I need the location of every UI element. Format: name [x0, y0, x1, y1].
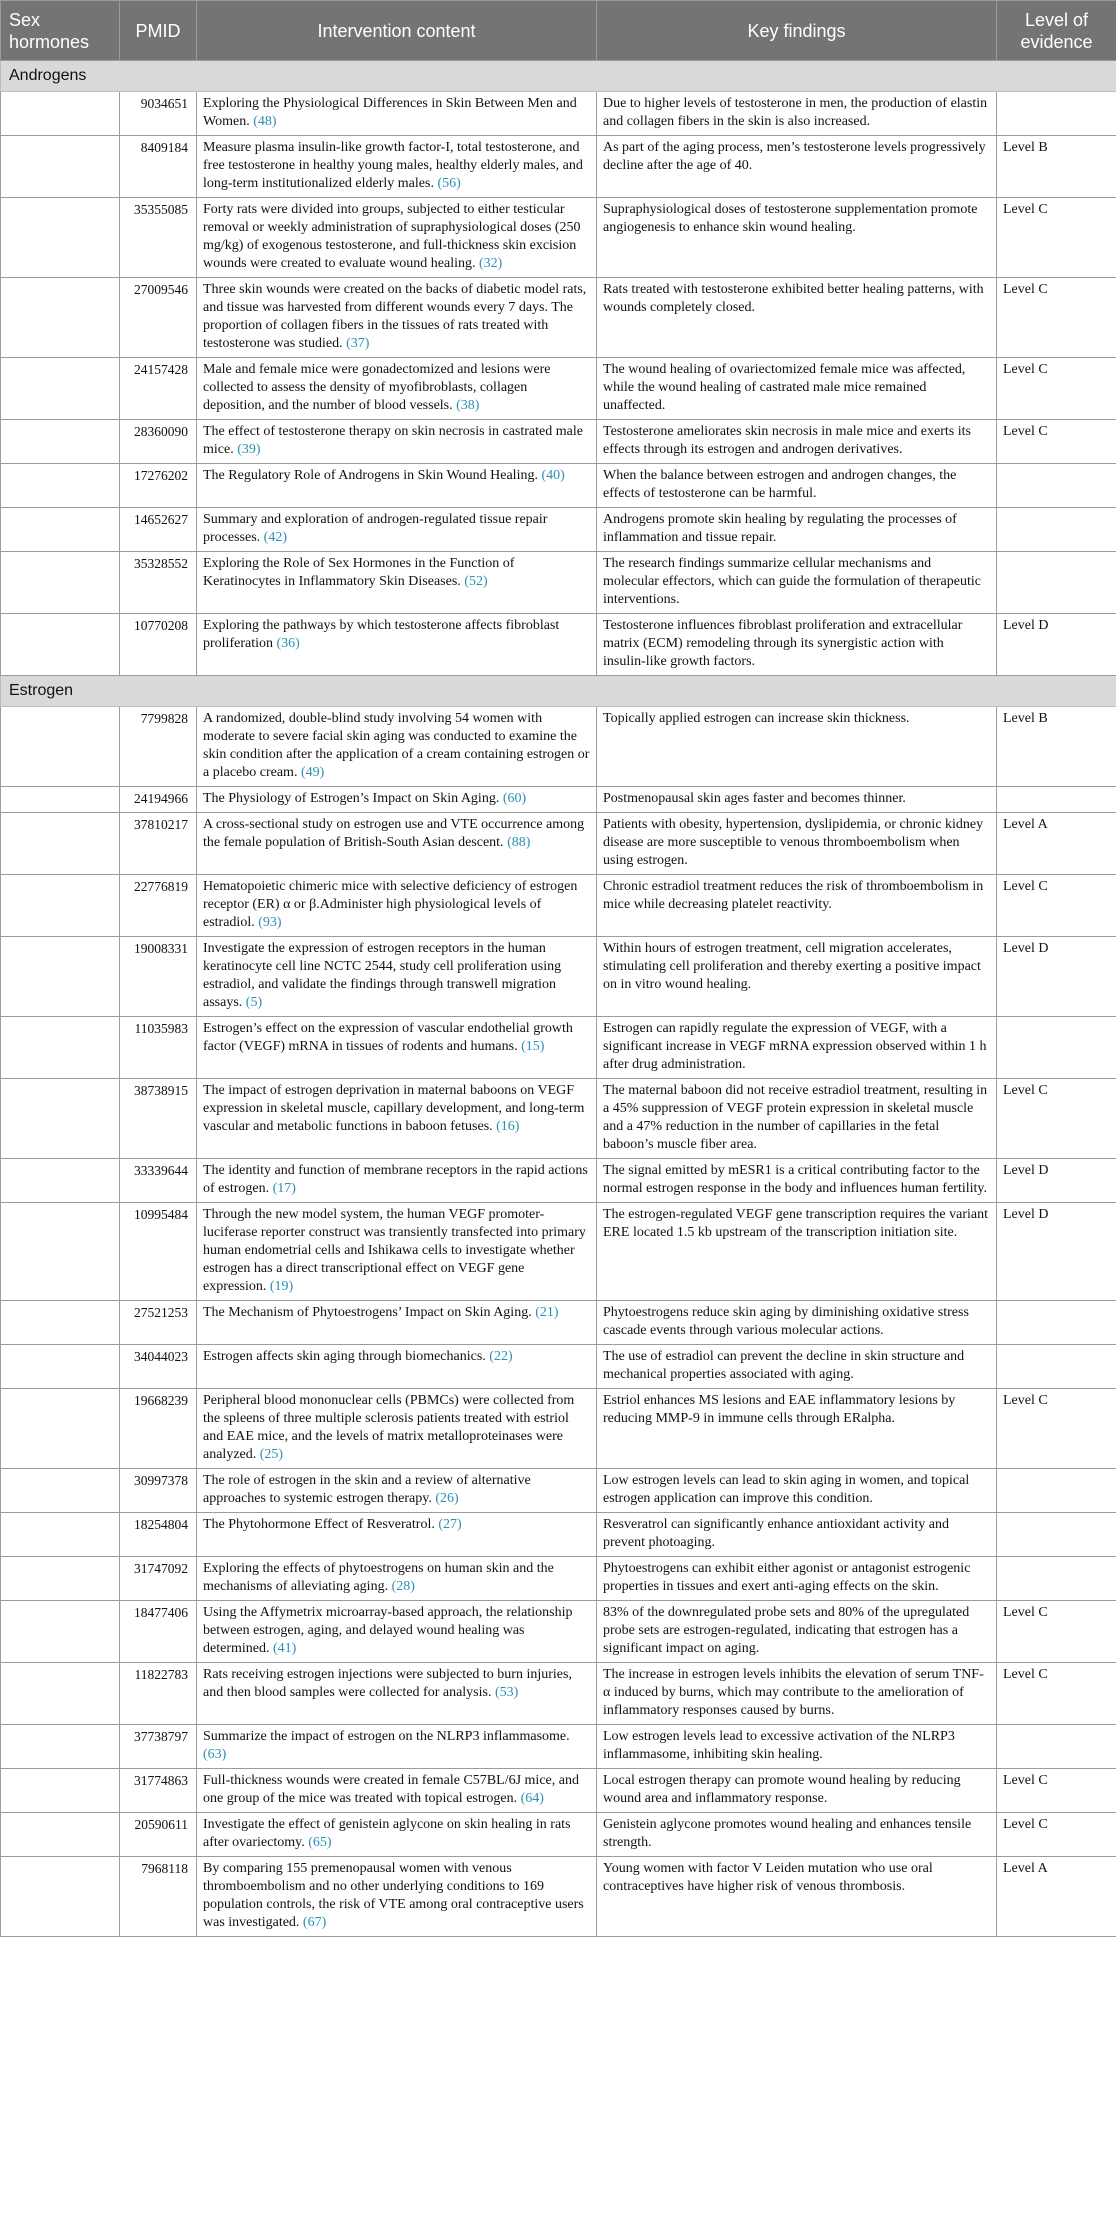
reference-link[interactable]: (28): [391, 1579, 415, 1594]
table-row: [1, 1469, 1116, 1513]
pmid-cell: 34044023: [120, 1345, 197, 1389]
sex-hormone-cell: [1, 1469, 120, 1513]
section-title: Estrogen: [1, 676, 1116, 707]
sex-hormone-cell: [1, 464, 120, 508]
sex-hormone-cell: [1, 1017, 120, 1079]
reference-link[interactable]: (27): [438, 1517, 462, 1532]
reference-link[interactable]: (60): [502, 791, 527, 806]
table-row: [1, 136, 1116, 198]
intervention-text: Using the Affymetrix microarray-based approach, the relationship between estrogen, aging, and delayed wound healing was determined.: [203, 1605, 573, 1656]
reference-link[interactable]: (38): [456, 398, 480, 413]
intervention-cell: [197, 198, 597, 278]
level-of-evidence-cell: [997, 552, 1116, 614]
key-findings-cell: When the balance between estrogen and androgen changes, the effects of testosterone can be harmful.: [597, 464, 997, 508]
key-findings-cell: The maternal baboon did not receive estradiol treatment, resulting in a 45% suppression of VEGF protein expression in skeletal muscle and a 47% reduction in the number of capillaries in the fetal baboon’s muscle fiber area.: [597, 1079, 997, 1159]
level-of-evidence-cell: [997, 787, 1116, 813]
key-findings-cell: Due to higher levels of testosterone in men, the production of elastin and collagen fibers in the skin is also increased.: [597, 92, 997, 136]
pmid-cell: 22776819: [120, 875, 197, 937]
intervention-cell: [197, 420, 597, 464]
sex-hormone-cell: [1, 813, 120, 875]
table-row: [1, 1389, 1116, 1469]
reference-link[interactable]: (32): [479, 256, 503, 271]
intervention-text: Investigate the effect of genistein aglycone on skin healing in rats after ovariectomy.: [203, 1817, 571, 1850]
reference-link[interactable]: (56): [437, 176, 461, 191]
level-of-evidence-cell: [997, 1017, 1116, 1079]
table-row: [1, 875, 1116, 937]
sex-hormone-cell: [1, 1769, 120, 1813]
sex-hormone-cell: [1, 1857, 120, 1937]
reference-link[interactable]: (17): [272, 1181, 296, 1196]
table-row: [1, 1017, 1116, 1079]
intervention-text: Exploring the pathways by which testosterone affects fibroblast proliferation: [203, 618, 560, 651]
pmid-cell: 18477406: [120, 1601, 197, 1663]
table-row: [1, 614, 1116, 676]
sex-hormone-cell: [1, 1601, 120, 1663]
pmid-cell: 10995484: [120, 1203, 197, 1301]
intervention-text: The impact of estrogen deprivation in maternal baboons on VEGF expression in skeletal muscle, capillary development, and long-term vascular and metabolic functions in baboon fetuses.: [203, 1083, 585, 1134]
table-row: [1, 508, 1116, 552]
key-findings-cell: Resveratrol can significantly enhance antioxidant activity and prevent photoaging.: [597, 1513, 997, 1557]
intervention-cell: [197, 614, 597, 676]
table-row: [1, 1857, 1116, 1937]
intervention-cell: [197, 1813, 597, 1857]
key-findings-cell: Androgens promote skin healing by regulating the processes of inflammation and tissue repair.: [597, 508, 997, 552]
pmid-cell: 11035983: [120, 1017, 197, 1079]
intervention-text: Hematopoietic chimeric mice with selective deficiency of estrogen receptor (ER) α or β.Administer high physiological levels of estradiol.: [203, 879, 578, 930]
sex-hormone-cell: [1, 1813, 120, 1857]
level-of-evidence-cell: Level C: [997, 198, 1116, 278]
pmid-cell: 33339644: [120, 1159, 197, 1203]
header-pmid: PMID: [120, 1, 197, 61]
level-of-evidence-cell: Level C: [997, 1769, 1116, 1813]
table-row: [1, 1301, 1116, 1345]
pmid-cell: 31774863: [120, 1769, 197, 1813]
sex-hormone-cell: [1, 92, 120, 136]
key-findings-cell: Postmenopausal skin ages faster and becomes thinner.: [597, 787, 997, 813]
key-findings-cell: Phytoestrogens can exhibit either agonist or antagonist estrogenic properties in tissues and exert anti-aging effects on the skin.: [597, 1557, 997, 1601]
pmid-cell: 8409184: [120, 136, 197, 198]
level-of-evidence-cell: Level C: [997, 1079, 1116, 1159]
table-row: [1, 1725, 1116, 1769]
pmid-cell: 19008331: [120, 937, 197, 1017]
reference-link[interactable]: (65): [308, 1835, 332, 1850]
intervention-text: Estrogen affects skin aging through biomechanics.: [203, 1349, 486, 1364]
level-of-evidence-cell: Level B: [997, 136, 1116, 198]
sex-hormone-cell: [1, 1557, 120, 1601]
intervention-cell: [197, 358, 597, 420]
level-of-evidence-cell: Level C: [997, 1813, 1116, 1857]
table-header: [1, 1, 1116, 61]
key-findings-cell: The signal emitted by mESR1 is a critical contributing factor to the normal estrogen response in the body and influences human fertility.: [597, 1159, 997, 1203]
intervention-text: Forty rats were divided into groups, subjected to either testicular removal or weekly administration of supraphysiological doses (250 mg/kg) of exogenous testosterone, and full-thickness skin excision wounds were created to evaluate wound healing.: [203, 202, 581, 271]
key-findings-cell: Local estrogen therapy can promote wound healing by reducing wound area and inflammatory response.: [597, 1769, 997, 1813]
level-of-evidence-cell: Level C: [997, 1663, 1116, 1725]
level-of-evidence-cell: [997, 1513, 1116, 1557]
pmid-cell: 10770208: [120, 614, 197, 676]
key-findings-cell: Chronic estradiol treatment reduces the risk of thromboembolism in mice while decreasing platelet reactivity.: [597, 875, 997, 937]
intervention-cell: [197, 464, 597, 508]
level-of-evidence-cell: Level C: [997, 875, 1116, 937]
level-of-evidence-cell: [997, 508, 1116, 552]
sex-hormone-cell: [1, 420, 120, 464]
reference-link[interactable]: (39): [237, 442, 261, 457]
reference-link[interactable]: (93): [258, 915, 282, 930]
pmid-cell: 14652627: [120, 508, 197, 552]
pmid-cell: 24157428: [120, 358, 197, 420]
section-row: [1, 61, 1116, 92]
pmid-cell: 11822783: [120, 1663, 197, 1725]
level-of-evidence-cell: Level D: [997, 1203, 1116, 1301]
intervention-cell: [197, 1159, 597, 1203]
pmid-cell: 35355085: [120, 198, 197, 278]
pmid-cell: 7799828: [120, 707, 197, 787]
table-row: [1, 420, 1116, 464]
sex-hormone-cell: [1, 787, 120, 813]
sex-hormone-cell: [1, 1345, 120, 1389]
pmid-cell: 31747092: [120, 1557, 197, 1601]
pmid-cell: 9034651: [120, 92, 197, 136]
intervention-cell: [197, 278, 597, 358]
sex-hormone-cell: [1, 198, 120, 278]
intervention-cell: [197, 875, 597, 937]
header-intervention-content: Intervention content: [197, 1, 597, 61]
pmid-cell: 24194966: [120, 787, 197, 813]
reference-link[interactable]: (22): [489, 1349, 513, 1364]
key-findings-cell: As part of the aging process, men’s testosterone levels progressively decline after the age of 40.: [597, 136, 997, 198]
intervention-text: Measure plasma insulin-like growth factor-I, total testosterone, and free testosterone in healthy young males, healthy elderly males, and long-term institutionalized elderly males.: [203, 140, 583, 191]
level-of-evidence-cell: [997, 1557, 1116, 1601]
key-findings-cell: Topically applied estrogen can increase skin thickness.: [597, 707, 997, 787]
section-title: Androgens: [1, 61, 1116, 92]
intervention-cell: [197, 787, 597, 813]
pmid-cell: 17276202: [120, 464, 197, 508]
intervention-cell: [197, 1345, 597, 1389]
sex-hormone-cell: [1, 552, 120, 614]
key-findings-cell: Testosterone influences fibroblast proliferation and extracellular matrix (ECM) remodeling through its synergistic action with insulin-like growth factors.: [597, 614, 997, 676]
pmid-cell: 19668239: [120, 1389, 197, 1469]
table-row: [1, 1663, 1116, 1725]
intervention-text: Estrogen’s effect on the expression of vascular endothelial growth factor (VEGF) mRNA in tissues of rodents and humans.: [203, 1021, 573, 1054]
intervention-text: Exploring the Role of Sex Hormones in the Function of Keratinocytes in Inflammatory Skin Diseases.: [203, 556, 515, 589]
key-findings-cell: Young women with factor V Leiden mutation who use oral contraceptives have higher risk of venous thrombosis.: [597, 1857, 997, 1937]
key-findings-cell: Estriol enhances MS lesions and EAE inflammatory lesions by reducing MMP-9 in immune cells through ERalpha.: [597, 1389, 997, 1469]
section-row: [1, 676, 1116, 707]
pmid-cell: 20590611: [120, 1813, 197, 1857]
intervention-text: The Mechanism of Phytoestrogens’ Impact on Skin Aging.: [203, 1305, 532, 1320]
intervention-cell: [197, 1769, 597, 1813]
reference-link[interactable]: (63): [203, 1747, 227, 1762]
level-of-evidence-cell: Level A: [997, 1857, 1116, 1937]
intervention-text: The effect of testosterone therapy on skin necrosis in castrated male mice.: [203, 424, 583, 457]
intervention-cell: [197, 552, 597, 614]
sex-hormone-cell: [1, 1159, 120, 1203]
sex-hormone-cell: [1, 707, 120, 787]
reference-link[interactable]: (26): [435, 1491, 459, 1506]
sex-hormone-cell: [1, 1725, 120, 1769]
reference-link[interactable]: (19): [269, 1279, 294, 1294]
sex-hormone-cell: [1, 1203, 120, 1301]
table-row: [1, 1513, 1116, 1557]
pmid-cell: 35328552: [120, 552, 197, 614]
table-row: [1, 707, 1116, 787]
table-row: [1, 464, 1116, 508]
reference-link[interactable]: (41): [272, 1641, 297, 1656]
key-findings-cell: Rats treated with testosterone exhibited better healing patterns, with wounds completely closed.: [597, 278, 997, 358]
level-of-evidence-cell: Level C: [997, 358, 1116, 420]
sex-hormone-cell: [1, 1079, 120, 1159]
header-sex-hormones: Sex hormones: [1, 1, 120, 61]
table-row: [1, 1813, 1116, 1857]
pmid-cell: 37738797: [120, 1725, 197, 1769]
level-of-evidence-cell: Level D: [997, 937, 1116, 1017]
intervention-text: Peripheral blood mononuclear cells (PBMCs) were collected from the spleens of three multiple sclerosis patients treated with estriol and EAE mice, and the levels of matrix metalloproteinases were analyzed.: [203, 1393, 575, 1462]
table-row: [1, 937, 1116, 1017]
table-row: [1, 1601, 1116, 1663]
sex-hormone-cell: [1, 358, 120, 420]
pmid-cell: 38738915: [120, 1079, 197, 1159]
intervention-text: The identity and function of membrane receptors in the rapid actions of estrogen.: [203, 1163, 588, 1196]
intervention-cell: [197, 1725, 597, 1769]
level-of-evidence-cell: Level C: [997, 1389, 1116, 1469]
pmid-cell: 27521253: [120, 1301, 197, 1345]
intervention-text: A randomized, double-blind study involving 54 women with moderate to severe facial skin aging was conducted to examine the skin condition after the application of a cream containing estrogen or a placebo cream.: [203, 711, 590, 780]
reference-link[interactable]: (16): [496, 1119, 520, 1134]
level-of-evidence-cell: Level A: [997, 813, 1116, 875]
reference-link[interactable]: (37): [346, 336, 370, 351]
key-findings-cell: Supraphysiological doses of testosterone supplementation promote angiogenesis to enhance skin wound healing.: [597, 198, 997, 278]
level-of-evidence-cell: Level B: [997, 707, 1116, 787]
key-findings-cell: Within hours of estrogen treatment, cell migration accelerates, stimulating cell proliferation and thereby exerting a positive impact on in vitro wound healing.: [597, 937, 997, 1017]
intervention-cell: [197, 1389, 597, 1469]
reference-link[interactable]: (36): [276, 636, 300, 651]
intervention-text: Investigate the expression of estrogen receptors in the human keratinocyte cell line NCTC 2544, study cell proliferation using estradiol, and validate the findings through transwell migration assays.: [203, 941, 562, 1010]
sex-hormone-cell: [1, 1663, 120, 1725]
intervention-text: The Phytohormone Effect of Resveratrol.: [203, 1517, 435, 1532]
table-row: [1, 92, 1116, 136]
reference-link[interactable]: (64): [520, 1791, 544, 1806]
intervention-cell: [197, 508, 597, 552]
key-findings-cell: Low estrogen levels lead to excessive activation of the NLRP3 inflammasome, inhibiting skin healing.: [597, 1725, 997, 1769]
key-findings-cell: Phytoestrogens reduce skin aging by diminishing oxidative stress cascade events through various molecular actions.: [597, 1301, 997, 1345]
level-of-evidence-cell: [997, 1469, 1116, 1513]
intervention-cell: [197, 1017, 597, 1079]
intervention-text: The Regulatory Role of Androgens in Skin Wound Healing.: [203, 468, 538, 483]
key-findings-cell: Patients with obesity, hypertension, dyslipidemia, or chronic kidney disease are more susceptible to venous thromboembolism when using estrogen.: [597, 813, 997, 875]
table-row: [1, 198, 1116, 278]
table-row: [1, 1769, 1116, 1813]
sex-hormone-cell: [1, 1513, 120, 1557]
table-row: [1, 1345, 1116, 1389]
pmid-cell: 30997378: [120, 1469, 197, 1513]
level-of-evidence-cell: [997, 1301, 1116, 1345]
sex-hormone-cell: [1, 1301, 120, 1345]
intervention-cell: [197, 1601, 597, 1663]
table-row: [1, 1203, 1116, 1301]
intervention-cell: [197, 1663, 597, 1725]
intervention-cell: [197, 1469, 597, 1513]
level-of-evidence-cell: [997, 92, 1116, 136]
sex-hormone-cell: [1, 614, 120, 676]
intervention-text: Three skin wounds were created on the backs of diabetic model rats, and tissue was harvested from different wounds every 7 days. The proportion of collagen fibers in the tissues of rats treated with testosterone was studied.: [203, 282, 587, 351]
reference-link[interactable]: (48): [253, 114, 277, 129]
intervention-text: By comparing 155 premenopausal women with venous thromboembolism and no other underlying conditions to 169 population controls, the risk of VTE among oral contraceptive users was investigated.: [203, 1861, 584, 1930]
table-body: [1, 61, 1116, 1937]
intervention-text: Summary and exploration of androgen-regulated tissue repair processes.: [203, 512, 548, 545]
intervention-text: Summarize the impact of estrogen on the NLRP3 inflammasome.: [203, 1729, 570, 1744]
intervention-text: Through the new model system, the human VEGF promoter-luciferase reporter construct was transiently transfected into primary human endometrial cells and Ishikawa cells to investigate whether estrogen has a direct transcriptional effect on VEGF gene expression.: [203, 1207, 586, 1294]
pmid-cell: 27009546: [120, 278, 197, 358]
pmid-cell: 7968118: [120, 1857, 197, 1937]
pmid-cell: 37810217: [120, 813, 197, 875]
pmid-cell: 28360090: [120, 420, 197, 464]
header-level-of-evidence: Level of evidence: [997, 1, 1116, 61]
intervention-cell: [197, 1557, 597, 1601]
reference-link[interactable]: (21): [535, 1305, 559, 1320]
intervention-text: Rats receiving estrogen injections were subjected to burn injuries, and then blood samples were collected for analysis.: [203, 1667, 572, 1700]
table-row: [1, 1557, 1116, 1601]
key-findings-cell: Testosterone ameliorates skin necrosis in male mice and exerts its effects through its estrogen and androgen derivatives.: [597, 420, 997, 464]
table-row: [1, 787, 1116, 813]
table-row: [1, 1159, 1116, 1203]
level-of-evidence-cell: Level D: [997, 614, 1116, 676]
intervention-cell: [197, 1857, 597, 1937]
intervention-text: Exploring the effects of phytoestrogens on human skin and the mechanisms of alleviating aging.: [203, 1561, 554, 1594]
table-row: [1, 552, 1116, 614]
key-findings-cell: The use of estradiol can prevent the decline in skin structure and mechanical properties associated with aging.: [597, 1345, 997, 1389]
reference-link[interactable]: (25): [259, 1447, 284, 1462]
intervention-cell: [197, 937, 597, 1017]
intervention-text: The role of estrogen in the skin and a review of alternative approaches to systemic estrogen therapy.: [203, 1473, 531, 1506]
level-of-evidence-cell: Level C: [997, 278, 1116, 358]
sex-hormone-cell: [1, 1389, 120, 1469]
intervention-text: Full-thickness wounds were created in female C57BL/6J mice, and one group of the mice was treated with topical estrogen.: [203, 1773, 579, 1806]
intervention-text: Exploring the Physiological Differences in Skin Between Men and Women.: [203, 96, 577, 129]
intervention-cell: [197, 1203, 597, 1301]
table-row: [1, 813, 1116, 875]
key-findings-cell: The wound healing of ovariectomized female mice was affected, while the wound healing of castrated male mice remained unaffected.: [597, 358, 997, 420]
intervention-cell: [197, 92, 597, 136]
intervention-text: The Physiology of Estrogen’s Impact on Skin Aging.: [203, 791, 500, 806]
pmid-cell: 18254804: [120, 1513, 197, 1557]
intervention-cell: [197, 136, 597, 198]
reference-link[interactable]: (42): [263, 530, 287, 545]
sex-hormone-cell: [1, 278, 120, 358]
sex-hormone-cell: [1, 937, 120, 1017]
intervention-text: A cross-sectional study on estrogen use and VTE occurrence among the female population of British-South Asian descent.: [203, 817, 585, 850]
level-of-evidence-cell: [997, 1725, 1116, 1769]
table-row: [1, 278, 1116, 358]
intervention-cell: [197, 1513, 597, 1557]
reference-link[interactable]: (53): [494, 1685, 519, 1700]
reference-link[interactable]: (67): [302, 1915, 327, 1930]
intervention-text: Male and female mice were gonadectomized and lesions were collected to assess the density of myofibroblasts, collagen deposition, and the number of blood vessels.: [203, 362, 551, 413]
reference-link[interactable]: (52): [464, 574, 488, 589]
key-findings-cell: Low estrogen levels can lead to skin aging in women, and topical estrogen application can improve this condition.: [597, 1469, 997, 1513]
sex-hormone-cell: [1, 508, 120, 552]
key-findings-cell: The estrogen-regulated VEGF gene transcription requires the variant ERE located 1.5 kb upstream of the transcription initiation site.: [597, 1203, 997, 1301]
level-of-evidence-cell: Level D: [997, 1159, 1116, 1203]
key-findings-cell: Estrogen can rapidly regulate the expression of VEGF, with a significant increase in VEGF mRNA expression observed within 1 h after drug administration.: [597, 1017, 997, 1079]
sex-hormone-cell: [1, 875, 120, 937]
table-row: [1, 1079, 1116, 1159]
intervention-cell: [197, 707, 597, 787]
level-of-evidence-cell: Level C: [997, 420, 1116, 464]
reference-link[interactable]: (49): [300, 765, 325, 780]
level-of-evidence-cell: [997, 1345, 1116, 1389]
level-of-evidence-cell: [997, 464, 1116, 508]
intervention-cell: [197, 813, 597, 875]
reference-link[interactable]: (5): [245, 995, 263, 1010]
intervention-cell: [197, 1079, 597, 1159]
key-findings-cell: The increase in estrogen levels inhibits the elevation of serum TNF-α induced by burns, which may contribute to the amelioration of inflammatory responses caused by burns.: [597, 1663, 997, 1725]
table-row: [1, 358, 1116, 420]
key-findings-cell: The research findings summarize cellular mechanisms and molecular effectors, which can guide the formulation of therapeutic interventions.: [597, 552, 997, 614]
reference-link[interactable]: (40): [541, 468, 565, 483]
key-findings-cell: 83% of the downregulated probe sets and 80% of the upregulated probe sets are estrogen-regulated, indicating that estrogen has a significant impact on aging.: [597, 1601, 997, 1663]
reference-link[interactable]: (15): [521, 1039, 545, 1054]
key-findings-cell: Genistein aglycone promotes wound healing and enhances tensile strength.: [597, 1813, 997, 1857]
level-of-evidence-cell: Level C: [997, 1601, 1116, 1663]
header-key-findings: Key findings: [597, 1, 997, 61]
intervention-cell: [197, 1301, 597, 1345]
sex-hormone-cell: [1, 136, 120, 198]
reference-link[interactable]: (88): [507, 835, 531, 850]
